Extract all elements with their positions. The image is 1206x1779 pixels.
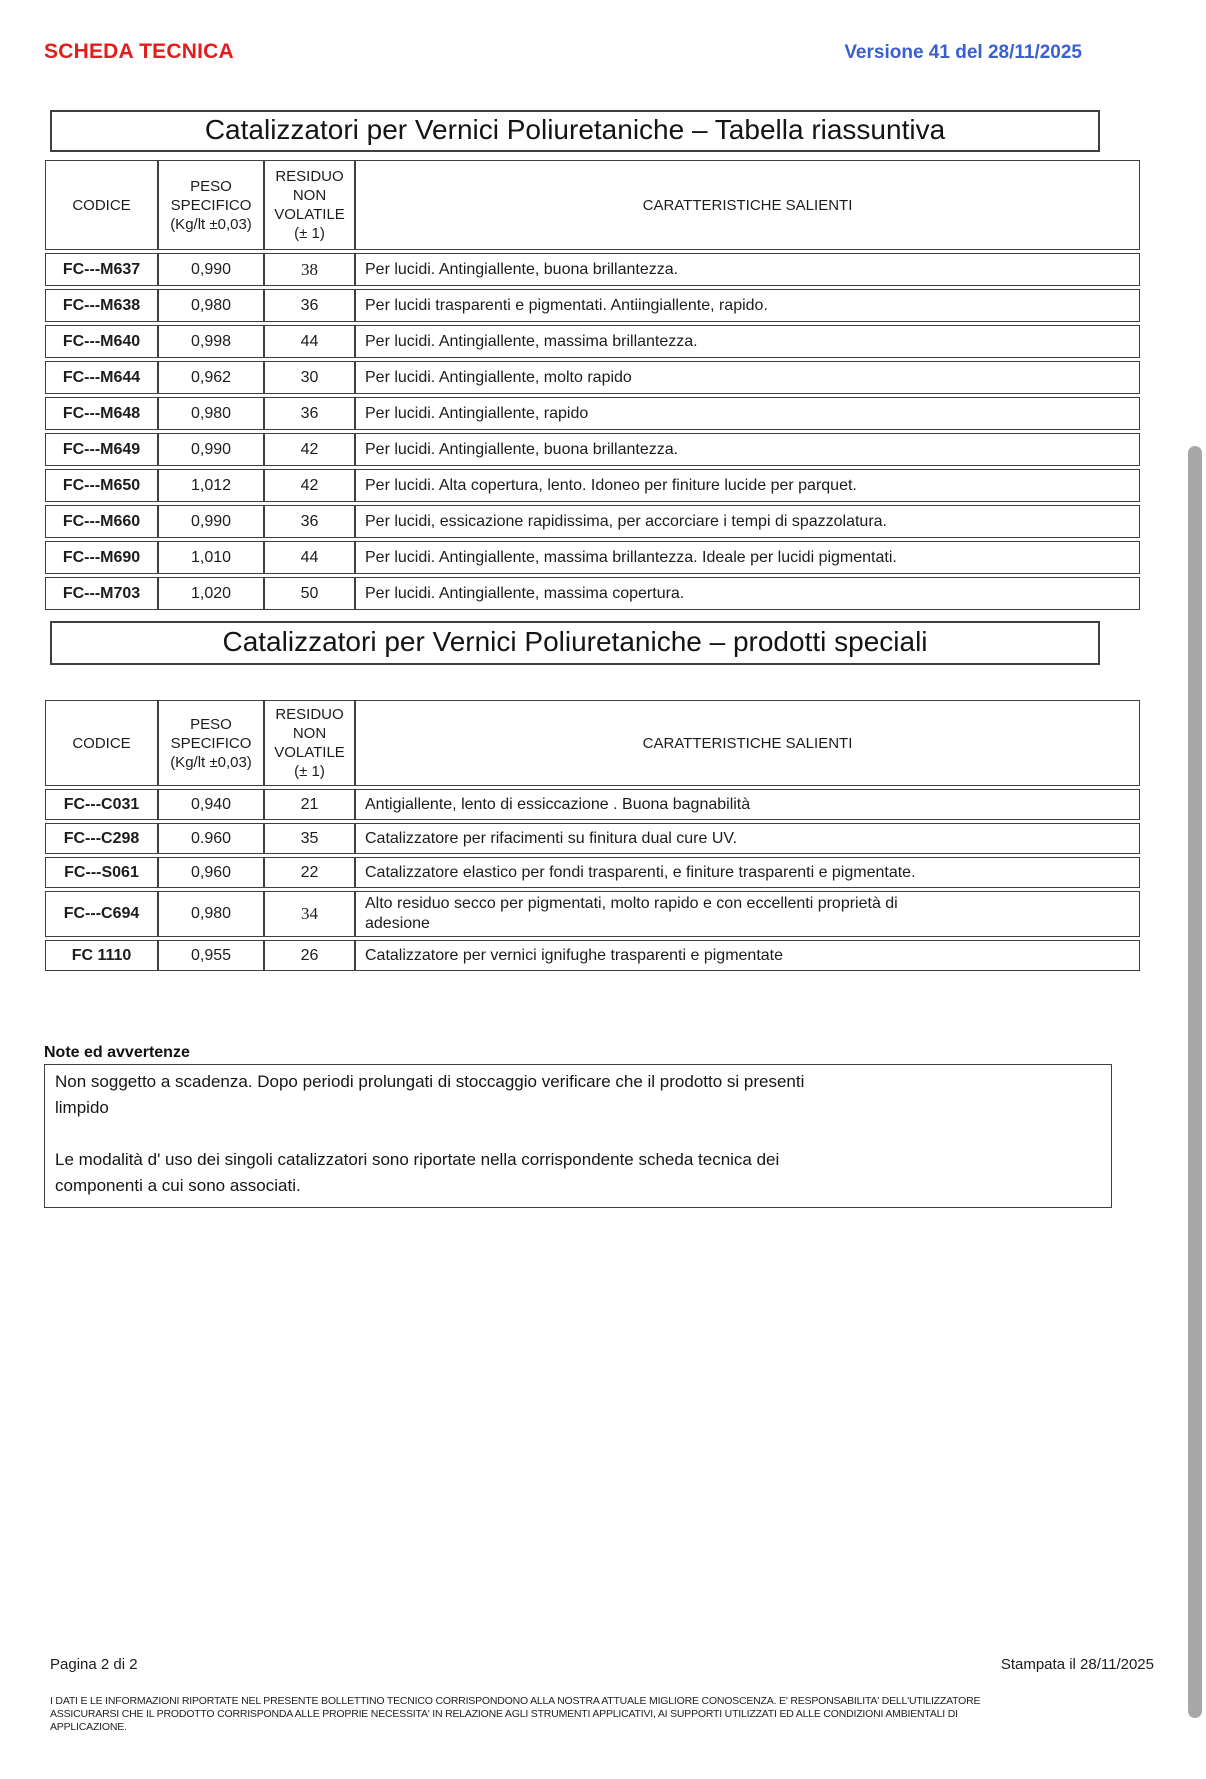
table-row — [45, 469, 1140, 502]
peso-specifico-cell: 0,980 — [158, 891, 264, 937]
caratteristiche-cell: Per lucidi. Alta copertura, lento. Idoneo per finiture lucide per parquet. — [355, 469, 1140, 502]
code-cell: FC 1110 — [45, 940, 158, 971]
caratteristiche-cell: Catalizzatore per vernici ignifughe trasparenti e pigmentate — [355, 940, 1140, 971]
code-cell: FC---M638 — [45, 289, 158, 322]
table-row — [45, 823, 1140, 854]
code-cell: FC---M640 — [45, 325, 158, 358]
caratteristiche-cell: Per lucidi. Antingiallente, rapido — [355, 397, 1140, 430]
caratteristiche-cell: Per lucidi. Antingiallente, massima brillantezza. Ideale per lucidi pigmentati. — [355, 541, 1140, 574]
residuo-non-volatile-cell: 42 — [264, 469, 355, 502]
code-cell: FC---M660 — [45, 505, 158, 538]
doc-type-label: SCHEDA TECNICA — [44, 40, 234, 63]
table-row — [45, 541, 1140, 574]
table-row — [45, 397, 1140, 430]
code-cell: FC---M703 — [45, 577, 158, 610]
printed-date: Stampata il 28/11/2025 — [1000, 1656, 1154, 1673]
code-cell: FC---M644 — [45, 361, 158, 394]
notes-box — [44, 1064, 1112, 1208]
caratteristiche-cell: Per lucidi trasparenti e pigmentati. Antiingiallente, rapido. — [355, 289, 1140, 322]
caratteristiche-cell: Per lucidi. Antingiallente, buona brillantezza. — [355, 433, 1140, 466]
peso-specifico-cell: 0,980 — [158, 289, 264, 322]
caratteristiche-cell: Antigiallente, lento di essiccazione . Buona bagnabilità — [355, 789, 1140, 820]
peso-specifico-cell: 1,012 — [158, 469, 264, 502]
peso-specifico-cell: 1,010 — [158, 541, 264, 574]
residuo-non-volatile-cell: 21 — [264, 789, 355, 820]
table-row — [45, 940, 1140, 971]
table-row — [45, 361, 1140, 394]
table-header-row — [45, 160, 1140, 250]
table-row — [45, 253, 1140, 286]
caratteristiche-cell: Catalizzatore per rifacimenti su finitura dual cure UV. — [355, 823, 1140, 854]
version-label: Versione 41 del 28/11/2025 — [844, 42, 1082, 63]
peso-specifico-cell: 0,990 — [158, 433, 264, 466]
code-cell: FC---C031 — [45, 789, 158, 820]
table-row — [45, 325, 1140, 358]
note-paragraph: Non soggetto a scadenza. Dopo periodi prolungati di stoccaggio verificare che il prodotto si presenti limpido — [55, 1072, 805, 1117]
column-header: PESO SPECIFICO (Kg/lt ±0,03) — [158, 700, 264, 786]
code-cell: FC---M649 — [45, 433, 158, 466]
residuo-non-volatile-cell: 26 — [264, 940, 355, 971]
column-header: CODICE — [45, 160, 158, 250]
column-header: PESO SPECIFICO (Kg/lt ±0,03) — [158, 160, 264, 250]
column-header: CARATTERISTICHE SALIENTI — [355, 700, 1140, 786]
peso-specifico-cell: 0,980 — [158, 397, 264, 430]
residuo-non-volatile-cell: 50 — [264, 577, 355, 610]
residuo-non-volatile-cell: 38 — [264, 253, 355, 286]
peso-specifico-cell: 0,940 — [158, 789, 264, 820]
table-row — [45, 505, 1140, 538]
column-header: CARATTERISTICHE SALIENTI — [355, 160, 1140, 250]
section-title-special-products — [50, 621, 1100, 665]
caratteristiche-cell: Per lucidi. Antingiallente, buona brillantezza. — [355, 253, 1140, 286]
catalysts-special-table — [45, 697, 1140, 974]
residuo-non-volatile-cell: 22 — [264, 857, 355, 888]
peso-specifico-cell: 0,962 — [158, 361, 264, 394]
column-header: RESIDUO NON VOLATILE (± 1) — [264, 700, 355, 786]
residuo-non-volatile-cell: 36 — [264, 289, 355, 322]
catalysts-summary-table — [45, 157, 1140, 613]
residuo-non-volatile-cell: 30 — [264, 361, 355, 394]
caratteristiche-cell: Per lucidi, essicazione rapidissima, per accorciare i tempi di spazzolatura. — [355, 505, 1140, 538]
page-number: Pagina 2 di 2 — [50, 1656, 138, 1673]
code-cell: FC---M637 — [45, 253, 158, 286]
residuo-non-volatile-cell: 42 — [264, 433, 355, 466]
caratteristiche-cell: Per lucidi. Antingiallente, massima copertura. — [355, 577, 1140, 610]
peso-specifico-cell: 0,955 — [158, 940, 264, 971]
table-row — [45, 289, 1140, 322]
code-cell: FC---M690 — [45, 541, 158, 574]
table-header-row — [45, 700, 1140, 786]
code-cell: FC---C694 — [45, 891, 158, 937]
legal-disclaimer: I DATI E LE INFORMAZIONI RIPORTATE NEL PRESENTE BOLLETTINO TECNICO CORRISPONDONO ALLA NOSTRA ATTUALE MIGLIORE CONOSCENZA. E' RESPONSABILITA' DELL'UTILIZZATORE ASSICURARSI CHE IL PRODOTTO CORRISPONDA ALLE PROPRIE NECESSITA' IN RELAZIONE AGLI STRUMENTI APPLICATIVI, AI SUPPORTI UTILIZZATI ED ALLE CONDIZIONI AMBIENTALI DI APPLICAZIONE. — [50, 1695, 981, 1733]
peso-specifico-cell: 0,960 — [158, 857, 264, 888]
caratteristiche-cell: Catalizzatore elastico per fondi trasparenti, e finiture trasparenti e pigmentate. — [355, 857, 1140, 888]
peso-specifico-cell: 0,998 — [158, 325, 264, 358]
note-paragraph-gap — [55, 1121, 1101, 1147]
peso-specifico-cell: 0,990 — [158, 253, 264, 286]
table-row — [45, 857, 1140, 888]
code-cell: FC---M648 — [45, 397, 158, 430]
peso-specifico-cell: 0.960 — [158, 823, 264, 854]
residuo-non-volatile-cell: 36 — [264, 397, 355, 430]
note-paragraph: Le modalità d' uso dei singoli catalizzatori sono riportate nella corrispondente scheda tecnica dei componenti a cui sono associati. — [55, 1150, 780, 1195]
table-row — [45, 789, 1140, 820]
page-footer — [50, 1656, 1154, 1673]
residuo-non-volatile-cell: 44 — [264, 541, 355, 574]
peso-specifico-cell: 0,990 — [158, 505, 264, 538]
document-header — [44, 40, 1082, 64]
table-row — [45, 433, 1140, 466]
notes-heading: Note ed avvertenze — [44, 1044, 190, 1061]
code-cell: FC---M650 — [45, 469, 158, 502]
residuo-non-volatile-cell: 35 — [264, 823, 355, 854]
caratteristiche-cell: Alto residuo secco per pigmentati, molto rapido e con eccellenti proprietà di adesione — [355, 891, 1140, 937]
code-cell: FC---S061 — [45, 857, 158, 888]
column-header: RESIDUO NON VOLATILE (± 1) — [264, 160, 355, 250]
residuo-non-volatile-cell: 34 — [264, 891, 355, 937]
residuo-non-volatile-cell: 36 — [264, 505, 355, 538]
table-row — [45, 577, 1140, 610]
residuo-non-volatile-cell: 44 — [264, 325, 355, 358]
column-header: CODICE — [45, 700, 158, 786]
caratteristiche-cell: Per lucidi. Antingiallente, massima brillantezza. — [355, 325, 1140, 358]
code-cell: FC---C298 — [45, 823, 158, 854]
scrollbar-thumb[interactable] — [1188, 446, 1202, 1718]
caratteristiche-cell: Per lucidi. Antingiallente, molto rapido — [355, 361, 1140, 394]
table-row — [45, 891, 1140, 937]
section-title-text: Catalizzatori per Vernici Poliuretaniche – prodotti speciali — [222, 626, 928, 657]
section-title-summary-table — [50, 110, 1100, 152]
section-title-text: Catalizzatori per Vernici Poliuretaniche – Tabella riassuntiva — [204, 114, 946, 145]
peso-specifico-cell: 1,020 — [158, 577, 264, 610]
